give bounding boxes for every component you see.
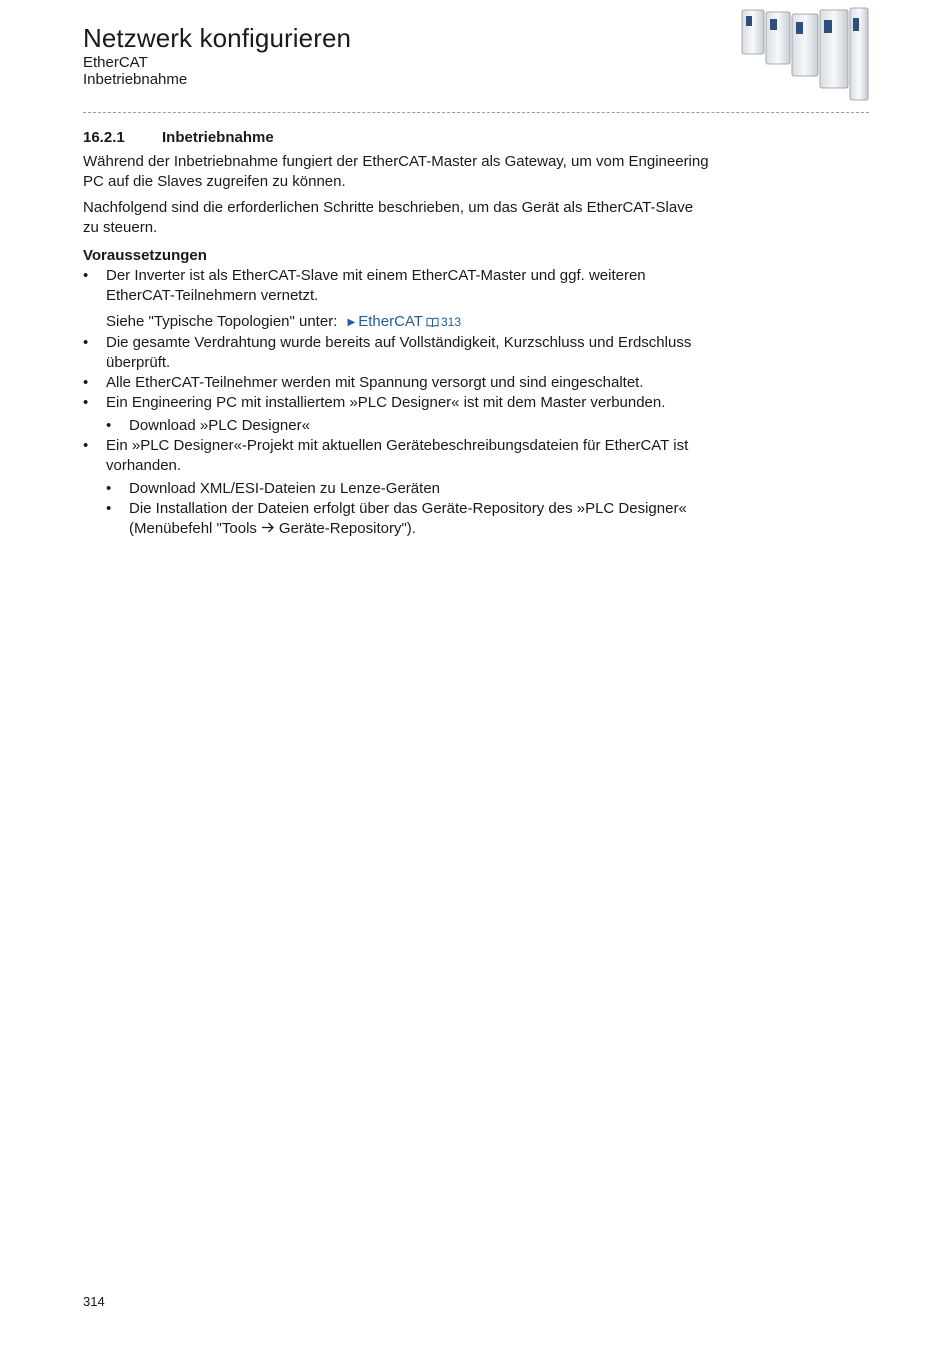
book-icon	[426, 317, 439, 327]
ethercat-link-label: EtherCAT	[358, 313, 423, 330]
prerequisite-text: Der Inverter ist als EtherCAT-Slave mit einem EtherCAT-Master und ggf. weiteren EtherCAT-Teilnehmern vernetzt.	[106, 267, 646, 304]
page-number: 314	[83, 1294, 105, 1309]
page-header	[83, 22, 703, 88]
see-also-line	[106, 312, 713, 333]
list-item	[83, 393, 713, 436]
main-content	[83, 128, 713, 539]
sub-list-item	[106, 479, 713, 499]
breadcrumb-chapter: EtherCAT	[83, 54, 148, 71]
download-plc-designer: Download »PLC Designer«	[129, 417, 310, 434]
sub-list-item	[106, 416, 713, 436]
header-divider	[83, 112, 869, 113]
list-item	[83, 373, 713, 393]
prerequisite-text: Die gesamte Verdrahtung wurde bereits auf Vollständigkeit, Kurzschluss und Erdschluss überprüft.	[106, 334, 692, 371]
list-item	[83, 436, 713, 539]
link-page-number: 313	[440, 315, 462, 329]
prerequisites-list	[83, 266, 713, 539]
ethercat-link[interactable]	[342, 313, 461, 330]
sub-list	[106, 416, 713, 436]
intro-paragraph-1: Während der Inbetriebnahme fungiert der EtherCAT-Master als Gateway, um vom Engineering PC auf die Slaves zugreifen zu können.	[83, 153, 709, 190]
breadcrumb-section: Inbetriebnahme	[83, 71, 188, 88]
sub-list-item	[106, 499, 713, 539]
prerequisite-text: Alle EtherCAT-Teilnehmer werden mit Spannung versorgt und sind eingeschaltet.	[106, 374, 644, 391]
intro-paragraph-2: Nachfolgend sind die erforderlichen Schritte beschrieben, um das Gerät als EtherCAT-Slave zu steuern.	[83, 199, 694, 236]
arrow-right-icon	[261, 522, 275, 533]
installation-note-start: Die Installation der Dateien erfolgt über das Geräte-Repository des »PLC Designer« (Menübefehl "Tools	[129, 500, 687, 537]
download-esi-files: Download XML/ESI-Dateien zu Lenze-Geräten	[129, 480, 441, 497]
list-item	[83, 333, 713, 373]
sub-list	[106, 479, 713, 539]
section-number: 16.2.1	[83, 129, 125, 146]
section-heading	[83, 128, 713, 148]
prerequisite-text: Ein »PLC Designer«-Projekt mit aktuellen Gerätebeschreibungsdateien für EtherCAT ist vorhanden.	[106, 437, 689, 474]
see-also-label: Siehe "Typische Topologien" unter:	[106, 313, 338, 330]
section-title: Inbetriebnahme	[162, 129, 274, 146]
prerequisites-heading: Voraussetzungen	[83, 247, 207, 264]
installation-note-end: Geräte-Repository").	[278, 520, 416, 537]
inverter-product-image	[740, 4, 870, 104]
prerequisite-text: Ein Engineering PC mit installiertem »PLC Designer« ist mit dem Master verbunden.	[106, 394, 666, 411]
list-item	[83, 266, 713, 333]
triangle-right-icon: ▶	[347, 317, 356, 328]
page-title: Netzwerk konfigurieren	[83, 23, 352, 53]
